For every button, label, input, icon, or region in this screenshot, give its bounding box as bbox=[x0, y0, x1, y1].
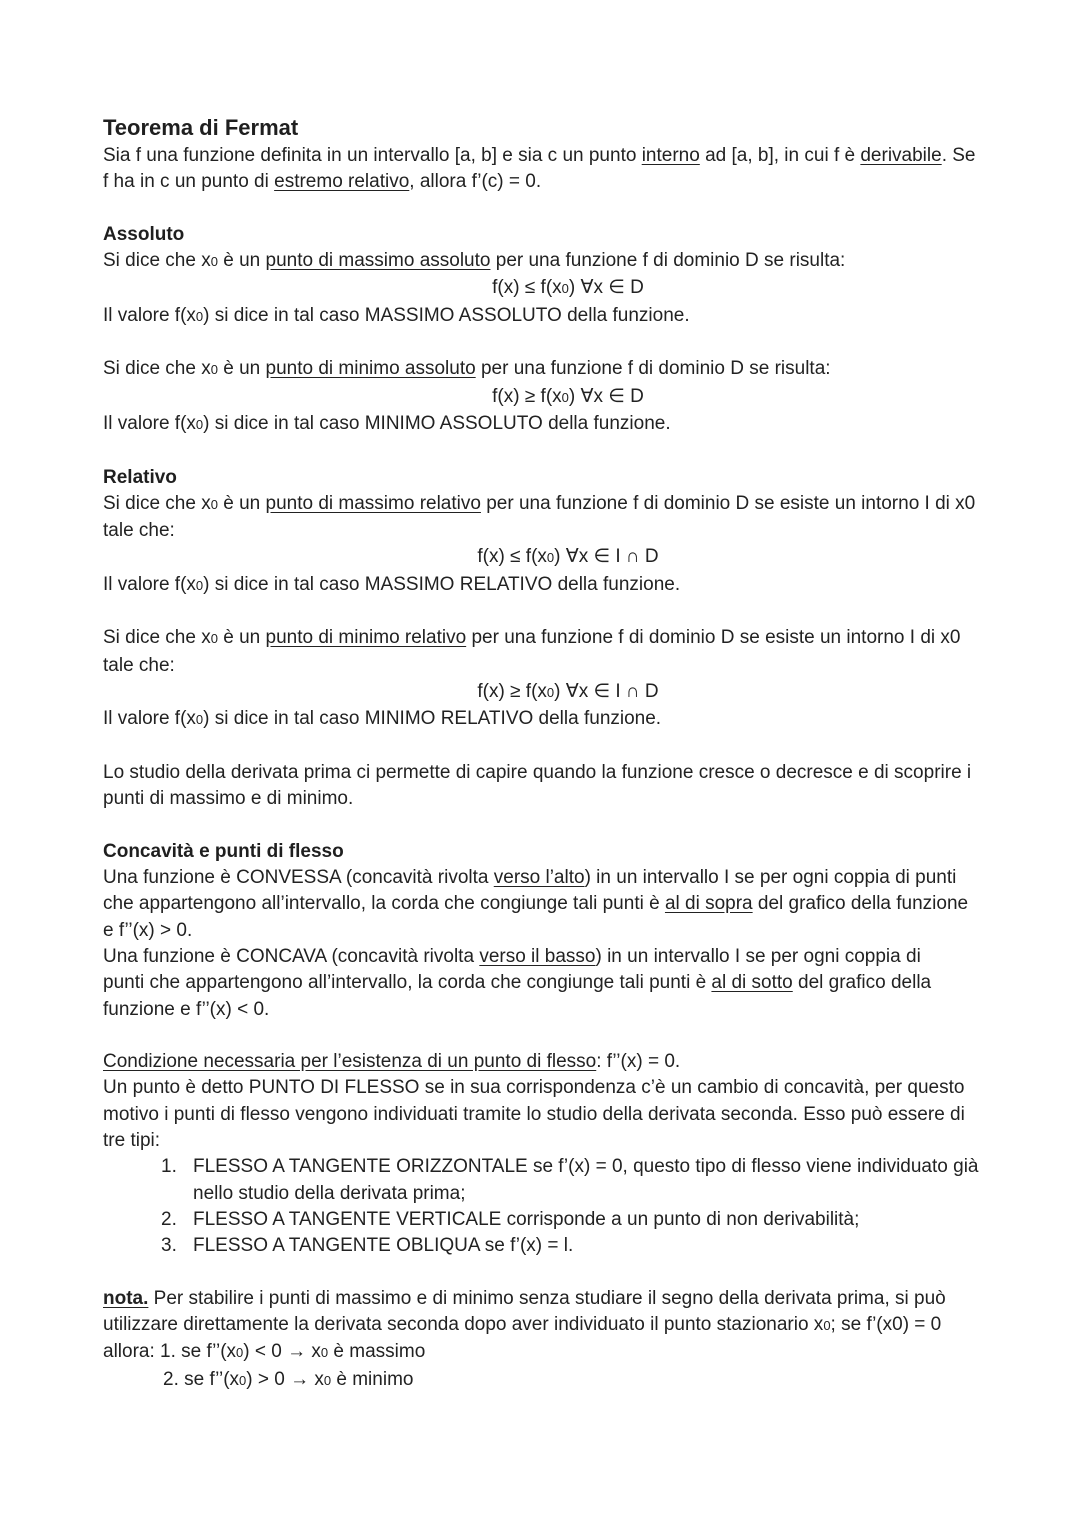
relativo-min-tale: tale che: bbox=[103, 654, 175, 676]
convessa-line-3: e f’’(x) > 0. bbox=[103, 919, 193, 941]
list-item: 3. FLESSO A TANGENTE OBLIQUA se f’(x) = l. bbox=[161, 1235, 574, 1257]
fermat-title: Teorema di Fermat bbox=[103, 115, 299, 140]
nota-line-3: allora: 1. se f’’(x0) < 0 → x0 è massimo bbox=[103, 1341, 426, 1363]
fermat-paragraph-line-2: f ha in c un punto di estremo relativo, allora f’(c) = 0. bbox=[103, 171, 542, 193]
relativo-heading: Relativo bbox=[103, 466, 177, 488]
flesso-line-2: motivo i punti di flesso vengono individuati tramite lo studio della derivata seconda. Esso può essere di bbox=[103, 1103, 965, 1125]
derivata-line-1: Lo studio della derivata prima ci permette di capire quando la funzione cresce o decresce e di scoprire i bbox=[103, 761, 972, 783]
concavita-heading: Concavità e punti di flesso bbox=[103, 840, 344, 862]
convessa-line-1: Una funzione è CONVESSA (concavità rivolta verso l’alto) in un intervallo I se per ogni coppia di punti bbox=[103, 867, 957, 889]
assoluto-min-formula: f(x) ≥ f(x0) ∀x ∈ D bbox=[492, 385, 644, 407]
nota-line-1: nota. Per stabilire i punti di massimo e di minimo senza studiare il segno della derivata prima, si può bbox=[103, 1287, 946, 1309]
assoluto-min-value: Il valore f(x0) si dice in tal caso MINIMO ASSOLUTO della funzione. bbox=[103, 412, 671, 434]
concava-line-1: Una funzione è CONCAVA (concavità rivolta verso il basso) in un intervallo I se per ogni coppia di bbox=[103, 945, 921, 967]
relativo-max-tale: tale che: bbox=[103, 520, 175, 542]
relativo-max-formula: f(x) ≤ f(x0) ∀x ∈ I ∩ D bbox=[477, 546, 659, 568]
assoluto-max-definition: Si dice che x0 è un punto di massimo assoluto per una funzione f di dominio D se risulta: bbox=[103, 250, 846, 272]
relativo-min-value: Il valore f(x0) si dice in tal caso MINIMO RELATIVO della funzione. bbox=[103, 708, 662, 730]
flesso-line-3: tre tipi: bbox=[103, 1129, 161, 1151]
flesso-types-list bbox=[103, 1154, 1033, 1259]
flesso-condition: Condizione necessaria per l’esistenza di un punto di flesso: f’’(x) = 0. bbox=[103, 1051, 681, 1073]
nota-line-4: 2. se f’’(x0) > 0 → x0 è minimo bbox=[163, 1368, 414, 1390]
relativo-max-value: Il valore f(x0) si dice in tal caso MASSIMO RELATIVO della funzione. bbox=[103, 573, 681, 595]
relativo-max-definition: Si dice che x0 è un punto di massimo relativo per una funzione f di dominio D se esiste un intorno I di x0 bbox=[103, 492, 976, 514]
convessa-line-2: che appartengono all’intervallo, la corda che congiunge tali punti è al di sopra del grafico della funzione bbox=[103, 893, 969, 915]
assoluto-min-definition: Si dice che x0 è un punto di minimo assoluto per una funzione f di dominio D se risulta: bbox=[103, 358, 831, 380]
relativo-min-definition: Si dice che x0 è un punto di minimo relativo per una funzione f di dominio D se esiste un intorno I di x0 bbox=[103, 627, 961, 649]
list-item: 1. FLESSO A TANGENTE ORIZZONTALE se f’(x) = 0, questo tipo di flesso viene individuato già nello studio della derivata prima; bbox=[161, 1156, 979, 1204]
nota-line-2: utilizzare direttamente la derivata seconda dopo aver individuato il punto stazionario x0; se f’(x0) = 0 bbox=[103, 1314, 942, 1336]
relativo-min-formula: f(x) ≥ f(x0) ∀x ∈ I ∩ D bbox=[477, 680, 659, 702]
fermat-paragraph-line-1: Sia f una funzione definita in un intervallo [a, b] e sia c un punto interno ad [a, b], in cui f è derivabile. Se bbox=[103, 145, 976, 166]
concava-line-2: punti che appartengono all’intervallo, la corda che congiunge tali punti è al di sotto del grafico della bbox=[103, 972, 932, 994]
flesso-line-1: Un punto è detto PUNTO DI FLESSO se in sua corrispondenza c’è un cambio di concavità, per questo bbox=[103, 1077, 965, 1099]
assoluto-max-value: Il valore f(x0) si dice in tal caso MASSIMO ASSOLUTO della funzione. bbox=[103, 304, 690, 326]
list-item: 2. FLESSO A TANGENTE VERTICALE corrisponde a un punto di non derivabilità; bbox=[161, 1208, 860, 1230]
assoluto-max-formula: f(x) ≤ f(x0) ∀x ∈ D bbox=[492, 277, 644, 299]
concava-line-3: funzione e f’’(x) < 0. bbox=[103, 998, 270, 1020]
assoluto-heading: Assoluto bbox=[103, 223, 185, 245]
document-page bbox=[103, 113, 1033, 1394]
derivata-line-2: punti di massimo e di minimo. bbox=[103, 788, 354, 810]
